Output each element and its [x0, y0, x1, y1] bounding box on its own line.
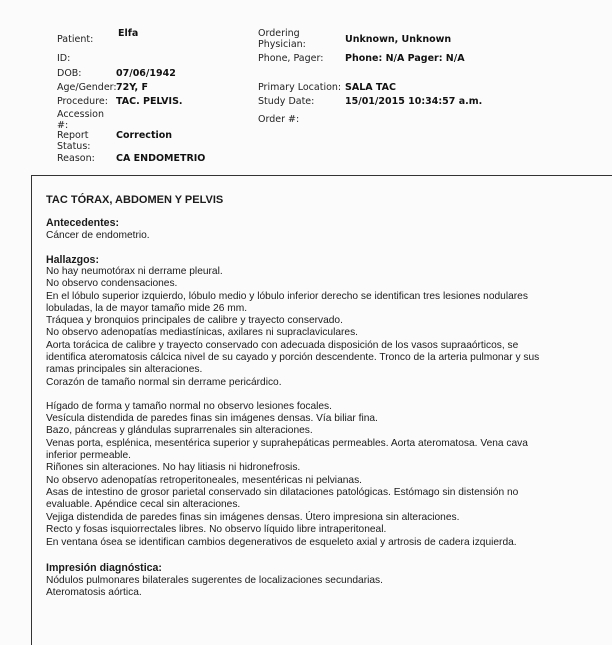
dob-label: DOB:	[57, 68, 82, 79]
age-gender-label: Age/Gender:	[57, 82, 117, 93]
hallazgos-line: Riñones sin alteraciones. No hay litiasis ni hidronefrosis.	[46, 462, 301, 473]
ordering-label: Ordering	[258, 28, 300, 39]
procedure-label: Procedure:	[57, 96, 108, 107]
accession-label-suffix: #:	[57, 120, 69, 131]
hallazgos-line: Tráquea y bronquios principales de calibre y trayecto conservado.	[46, 315, 343, 326]
id-label: ID:	[57, 53, 71, 64]
reason-value: CA ENDOMETRIO	[116, 153, 206, 164]
dob-value: 07/06/1942	[116, 68, 176, 79]
hallazgos-line: No observo adenopatías retroperitoneales, mesentéricas ni pelvianas.	[46, 475, 362, 486]
hallazgos-line: Hígado de forma y tamaño normal no observo lesiones focales.	[46, 401, 332, 412]
hallazgos-line: Bazo, páncreas y glándulas suprarrenales sin alteraciones.	[46, 425, 313, 436]
hallazgos-line: Aorta torácica de calibre y trayecto conservado con adecuada disposición de los vasos supraaórticos, se	[46, 340, 519, 351]
ordering-label-suffix: Physician:	[258, 39, 306, 50]
accession-label: Accession	[57, 109, 104, 120]
study-date-label: Study Date:	[258, 96, 315, 107]
order-number-label: Order #:	[258, 114, 300, 125]
hallazgos-line: ramas principales sin alteraciones.	[46, 364, 203, 375]
report-status-label: Report	[57, 130, 89, 141]
report-status-value: Correction	[116, 130, 173, 141]
hallazgos-line: Vesícula distendida de paredes finas sin imágenes densas. Vía biliar fina.	[46, 413, 378, 424]
reason-label: Reason:	[57, 153, 95, 164]
hallazgos-line: inferior permeable.	[46, 450, 131, 461]
phone-value: Phone: N/A Pager: N/A	[345, 53, 465, 64]
phone-label: Phone, Pager:	[258, 53, 324, 64]
hallazgos-line: No observo condensaciones.	[46, 278, 178, 289]
hallazgos-line: Asas de intestino de grosor parietal conservado sin dilataciones patológicas. Estómago sin distensión no	[46, 487, 519, 498]
study-date-value: 15/01/2015 10:34:57 a.m.	[345, 96, 483, 107]
primary-location-value: SALA TAC	[345, 82, 396, 93]
hallazgos-line: Venas porta, esplénica, mesentérica superior y suprahepáticas permeables. Aorta ateromatosa. Vena cava	[46, 438, 528, 449]
impresion-line: Ateromatosis aórtica.	[46, 587, 142, 598]
antecedentes-line: Cáncer de endometrio.	[46, 230, 150, 241]
hallazgos-line: En el lóbulo superior izquierdo, lóbulo medio y lóbulo inferior derecho se identifican tres lesiones nodulares	[46, 291, 528, 302]
hallazgos-line: identifica ateromatosis cálcica nivel de su cayado y porción descendente. Tronco de la arteria pulmonar y sus	[46, 352, 540, 363]
antecedentes-heading: Antecedentes:	[46, 217, 119, 229]
patient-value: Elfa	[118, 28, 139, 39]
procedure-value: TAC. PELVIS.	[116, 96, 183, 107]
impresion-heading: Impresión diagnóstica:	[46, 562, 162, 574]
hallazgos-heading: Hallazgos:	[46, 254, 99, 266]
patient-label: Patient:	[57, 34, 94, 45]
primary-location-label: Primary Location:	[258, 82, 342, 93]
report-title: TAC TÓRAX, ABDOMEN Y PELVIS	[46, 194, 224, 206]
hallazgos-line: En ventana ósea se identifican cambios degenerativos de esqueleto axial y artrosis de cadera izquierda.	[46, 537, 517, 548]
hallazgos-line: Vejiga distendida de paredes finas sin imágenes densas. Útero impresiona sin alteraciones.	[46, 512, 460, 523]
ordering-physician-value: Unknown, Unknown	[345, 34, 452, 45]
hallazgos-line: No hay neumotórax ni derrame pleural.	[46, 266, 223, 277]
hallazgos-line: lobuladas, la de mayor tamaño mide 26 mm.	[46, 303, 248, 314]
hallazgos-line: Corazón de tamaño normal sin derrame pericárdico.	[46, 377, 282, 388]
hallazgos-line: Recto y fosas isquiorrectales libres. No observo líquido libre intraperitoneal.	[46, 524, 387, 535]
age-gender-value: 72Y, F	[116, 82, 148, 93]
hallazgos-line: evaluable. Apéndice cecal sin alteraciones.	[46, 499, 241, 510]
impresion-line: Nódulos pulmonares bilaterales sugerentes de localizaciones secundarias.	[46, 575, 383, 586]
report-status-label-suffix: Status:	[57, 141, 91, 152]
hallazgos-line: No observo adenopatías mediastínicas, axilares ni supraclaviculares.	[46, 327, 359, 338]
